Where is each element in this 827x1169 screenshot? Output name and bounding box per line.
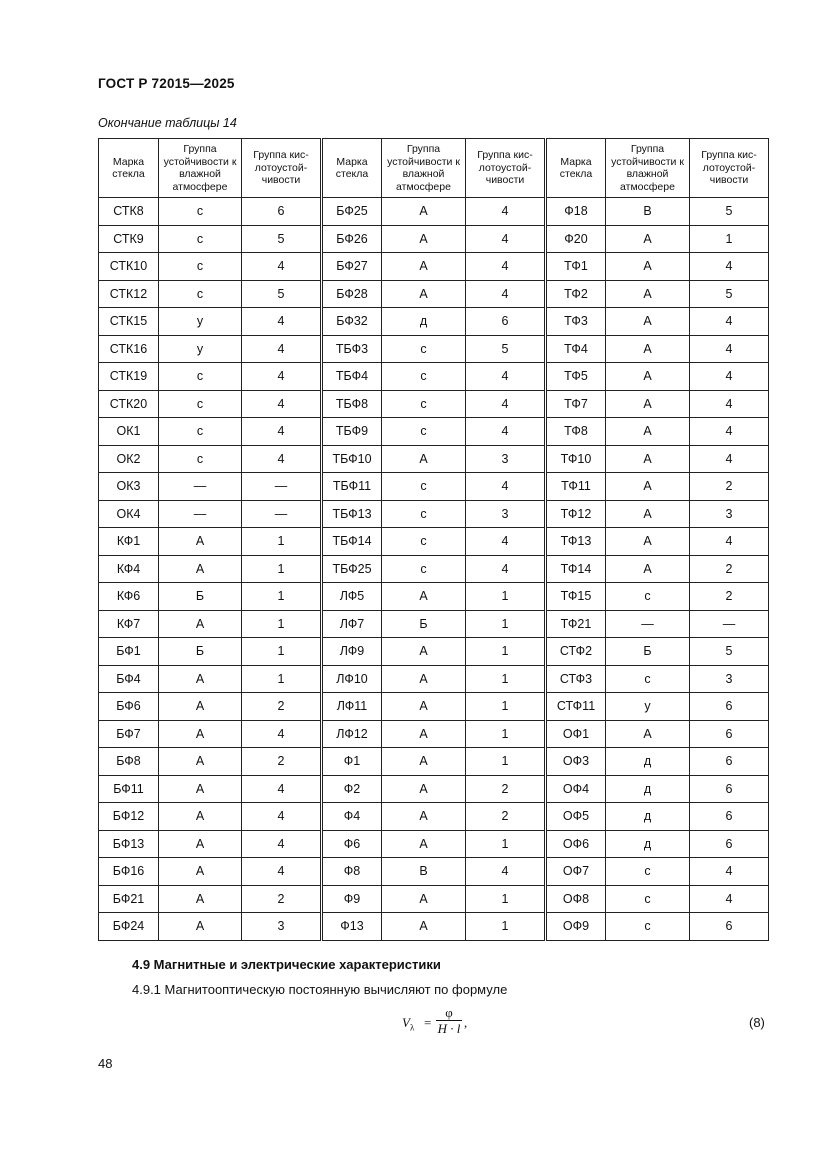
formula-lhs: $V_\lambda$	[402, 1015, 415, 1033]
table-body	[99, 198, 769, 941]
cell-humidity-group: с	[606, 913, 690, 941]
cell-acid-group: 4	[242, 775, 322, 803]
cell-humidity-group: А	[382, 198, 466, 226]
cell-glass-grade: БФ12	[99, 803, 159, 831]
cell-acid-group: 4	[690, 418, 769, 446]
cell-humidity-group: с	[159, 445, 242, 473]
cell-humidity-group: д	[606, 803, 690, 831]
cell-acid-group: 4	[466, 418, 546, 446]
cell-acid-group: 1	[242, 555, 322, 583]
cell-humidity-group: А	[159, 665, 242, 693]
cell-acid-group: 6	[690, 720, 769, 748]
cell-glass-grade: СТФ11	[546, 693, 606, 721]
section-heading: 4.9 Магнитные и электрические характеристики	[132, 957, 441, 972]
cell-glass-grade: БФ27	[322, 253, 382, 281]
cell-humidity-group: А	[159, 748, 242, 776]
table-row	[99, 693, 769, 721]
cell-acid-group: 4	[466, 473, 546, 501]
cell-glass-grade: СТФ3	[546, 665, 606, 693]
cell-humidity-group: А	[382, 225, 466, 253]
cell-acid-group: —	[242, 473, 322, 501]
cell-glass-grade: Ф20	[546, 225, 606, 253]
formula-equals: =	[424, 1015, 432, 1030]
cell-humidity-group: А	[382, 803, 466, 831]
table-row	[99, 363, 769, 391]
cell-glass-grade: Ф8	[322, 858, 382, 886]
cell-humidity-group: А	[159, 610, 242, 638]
cell-glass-grade: ОК2	[99, 445, 159, 473]
cell-humidity-group: А	[606, 473, 690, 501]
cell-acid-group: 6	[690, 913, 769, 941]
cell-acid-group: 4	[242, 335, 322, 363]
cell-glass-grade: ОФ7	[546, 858, 606, 886]
cell-glass-grade: БФ8	[99, 748, 159, 776]
cell-acid-group: 6	[242, 198, 322, 226]
cell-acid-group: 2	[242, 748, 322, 776]
cell-humidity-group: с	[159, 198, 242, 226]
cell-glass-grade: КФ7	[99, 610, 159, 638]
cell-humidity-group: —	[159, 500, 242, 528]
cell-humidity-group: А	[382, 638, 466, 666]
cell-acid-group: 1	[466, 665, 546, 693]
cell-acid-group: 4	[690, 335, 769, 363]
cell-acid-group: 4	[242, 253, 322, 281]
table-row	[99, 610, 769, 638]
cell-humidity-group: с	[159, 418, 242, 446]
cell-acid-group: 4	[690, 528, 769, 556]
cell-humidity-group: с	[382, 363, 466, 391]
cell-glass-grade: КФ6	[99, 583, 159, 611]
cell-acid-group: 1	[242, 638, 322, 666]
cell-glass-grade: ЛФ11	[322, 693, 382, 721]
table-row	[99, 720, 769, 748]
cell-glass-grade: ОК1	[99, 418, 159, 446]
cell-glass-grade: Ф2	[322, 775, 382, 803]
table-row	[99, 280, 769, 308]
cell-humidity-group: с	[382, 528, 466, 556]
cell-humidity-group: с	[382, 335, 466, 363]
cell-humidity-group: А	[606, 528, 690, 556]
cell-acid-group: 4	[242, 363, 322, 391]
table-row	[99, 913, 769, 941]
table-row	[99, 555, 769, 583]
cell-glass-grade: ОФ6	[546, 830, 606, 858]
cell-acid-group: 1	[690, 225, 769, 253]
cell-acid-group: 1	[466, 638, 546, 666]
cell-glass-grade: ТФ11	[546, 473, 606, 501]
cell-humidity-group: у	[606, 693, 690, 721]
cell-humidity-group: А	[606, 335, 690, 363]
cell-glass-grade: ТФ2	[546, 280, 606, 308]
cell-humidity-group: А	[606, 363, 690, 391]
cell-humidity-group: А	[382, 885, 466, 913]
cell-humidity-group: А	[382, 913, 466, 941]
cell-humidity-group: А	[606, 390, 690, 418]
cell-acid-group: 1	[242, 528, 322, 556]
cell-acid-group: 4	[242, 308, 322, 336]
cell-acid-group: 2	[466, 803, 546, 831]
cell-humidity-group: с	[606, 583, 690, 611]
cell-glass-grade: ОФ9	[546, 913, 606, 941]
cell-acid-group: 1	[466, 885, 546, 913]
cell-acid-group: 6	[466, 308, 546, 336]
cell-acid-group: 2	[242, 885, 322, 913]
cell-acid-group: 3	[466, 500, 546, 528]
cell-glass-grade: Ф18	[546, 198, 606, 226]
cell-acid-group: 4	[690, 363, 769, 391]
cell-humidity-group: с	[159, 253, 242, 281]
cell-humidity-group: А	[606, 445, 690, 473]
cell-humidity-group: А	[382, 445, 466, 473]
cell-acid-group: 1	[466, 748, 546, 776]
cell-acid-group: 4	[466, 363, 546, 391]
cell-glass-grade: СТК19	[99, 363, 159, 391]
cell-humidity-group: А	[382, 280, 466, 308]
cell-glass-grade: СТК12	[99, 280, 159, 308]
cell-glass-grade: ОК3	[99, 473, 159, 501]
cell-acid-group: 4	[242, 445, 322, 473]
table-header-row	[99, 139, 769, 198]
cell-acid-group: —	[690, 610, 769, 638]
cell-acid-group: 1	[466, 693, 546, 721]
cell-glass-grade: ТБФ9	[322, 418, 382, 446]
cell-humidity-group: А	[159, 528, 242, 556]
cell-humidity-group: с	[159, 225, 242, 253]
cell-glass-grade: ТФ1	[546, 253, 606, 281]
cell-glass-grade: ТФ21	[546, 610, 606, 638]
cell-acid-group: 2	[466, 775, 546, 803]
cell-glass-grade: БФ6	[99, 693, 159, 721]
header-acid-group: Группа кис-лотоустой-чивости	[466, 139, 546, 198]
cell-humidity-group: В	[606, 198, 690, 226]
cell-glass-grade: БФ11	[99, 775, 159, 803]
cell-humidity-group: А	[382, 583, 466, 611]
table-row	[99, 638, 769, 666]
table-row	[99, 748, 769, 776]
table-row	[99, 665, 769, 693]
cell-acid-group: 1	[466, 913, 546, 941]
formula-fraction	[436, 1005, 462, 1037]
cell-humidity-group: с	[382, 418, 466, 446]
table-row	[99, 528, 769, 556]
cell-humidity-group: А	[159, 830, 242, 858]
cell-acid-group: 2	[690, 555, 769, 583]
cell-glass-grade: ТФ5	[546, 363, 606, 391]
cell-humidity-group: с	[159, 390, 242, 418]
cell-glass-grade: ОФ1	[546, 720, 606, 748]
cell-glass-grade: ТФ4	[546, 335, 606, 363]
table-row	[99, 830, 769, 858]
cell-acid-group: 1	[466, 583, 546, 611]
cell-humidity-group: А	[159, 858, 242, 886]
cell-acid-group: 4	[466, 528, 546, 556]
cell-humidity-group: у	[159, 335, 242, 363]
cell-acid-group: 6	[690, 803, 769, 831]
cell-acid-group: 4	[690, 445, 769, 473]
cell-glass-grade: БФ26	[322, 225, 382, 253]
cell-humidity-group: А	[159, 885, 242, 913]
cell-glass-grade: КФ1	[99, 528, 159, 556]
cell-humidity-group: с	[382, 390, 466, 418]
cell-glass-grade: ТБФ25	[322, 555, 382, 583]
cell-humidity-group: —	[159, 473, 242, 501]
header-humidity-group: Группа устойчивости к влажной атмосфере	[159, 139, 242, 198]
cell-humidity-group: А	[159, 720, 242, 748]
cell-glass-grade: ТБФ13	[322, 500, 382, 528]
cell-glass-grade: ТФ15	[546, 583, 606, 611]
cell-humidity-group: А	[606, 253, 690, 281]
cell-glass-grade: ТБФ10	[322, 445, 382, 473]
cell-acid-group: 5	[690, 280, 769, 308]
formula-lhs-subscript: λ	[409, 1022, 415, 1033]
cell-glass-grade: БФ1	[99, 638, 159, 666]
cell-humidity-group: А	[159, 775, 242, 803]
paragraph: 4.9.1 Магнитооптическую постоянную вычисляют по формуле	[132, 982, 508, 997]
cell-glass-grade: БФ16	[99, 858, 159, 886]
header-acid-group: Группа кис-лотоустой-чивости	[242, 139, 322, 198]
cell-acid-group: 2	[690, 583, 769, 611]
table-row	[99, 473, 769, 501]
cell-humidity-group: с	[382, 500, 466, 528]
cell-glass-grade: БФ7	[99, 720, 159, 748]
cell-humidity-group: Б	[606, 638, 690, 666]
cell-humidity-group: А	[159, 555, 242, 583]
cell-acid-group: 5	[466, 335, 546, 363]
table-row	[99, 418, 769, 446]
cell-glass-grade: ТФ8	[546, 418, 606, 446]
cell-glass-grade: ЛФ9	[322, 638, 382, 666]
cell-humidity-group: А	[606, 418, 690, 446]
header-glass-grade: Марка стекла	[546, 139, 606, 198]
cell-humidity-group: А	[606, 720, 690, 748]
cell-glass-grade: БФ21	[99, 885, 159, 913]
cell-humidity-group: А	[606, 555, 690, 583]
cell-humidity-group: А	[606, 308, 690, 336]
cell-glass-grade: СТФ2	[546, 638, 606, 666]
cell-acid-group: 2	[690, 473, 769, 501]
cell-acid-group: 4	[690, 858, 769, 886]
cell-glass-grade: ТФ13	[546, 528, 606, 556]
cell-acid-group: 6	[690, 748, 769, 776]
cell-acid-group: 4	[690, 253, 769, 281]
table-row	[99, 253, 769, 281]
cell-acid-group: 4	[690, 308, 769, 336]
cell-glass-grade: ТФ10	[546, 445, 606, 473]
document-header: ГОСТ Р 72015—2025	[98, 76, 235, 91]
cell-humidity-group: Б	[159, 583, 242, 611]
cell-humidity-group: А	[159, 913, 242, 941]
cell-acid-group: 6	[690, 775, 769, 803]
cell-humidity-group: Б	[159, 638, 242, 666]
cell-humidity-group: В	[382, 858, 466, 886]
cell-acid-group: 3	[242, 913, 322, 941]
cell-humidity-group: с	[382, 555, 466, 583]
cell-glass-grade: ОФ3	[546, 748, 606, 776]
cell-humidity-group: —	[606, 610, 690, 638]
cell-acid-group: 4	[242, 803, 322, 831]
cell-glass-grade: Ф13	[322, 913, 382, 941]
cell-acid-group: 4	[242, 390, 322, 418]
cell-humidity-group: д	[382, 308, 466, 336]
cell-acid-group: 5	[690, 198, 769, 226]
cell-humidity-group: А	[382, 720, 466, 748]
table-row	[99, 500, 769, 528]
cell-acid-group: 4	[466, 390, 546, 418]
table-row	[99, 803, 769, 831]
table-row	[99, 335, 769, 363]
cell-humidity-group: А	[159, 803, 242, 831]
cell-humidity-group: с	[606, 665, 690, 693]
cell-acid-group: 2	[242, 693, 322, 721]
table-row	[99, 885, 769, 913]
table-row	[99, 445, 769, 473]
cell-acid-group: 3	[690, 665, 769, 693]
cell-glass-grade: Ф4	[322, 803, 382, 831]
cell-acid-group: 4	[466, 253, 546, 281]
cell-humidity-group: А	[606, 280, 690, 308]
cell-glass-grade: ТБФ3	[322, 335, 382, 363]
table-caption: Окончание таблицы 14	[98, 116, 237, 130]
cell-acid-group: 5	[242, 280, 322, 308]
cell-acid-group: 1	[242, 583, 322, 611]
cell-humidity-group: с	[159, 280, 242, 308]
cell-glass-grade: ТФ14	[546, 555, 606, 583]
table-row	[99, 308, 769, 336]
cell-glass-grade: СТК8	[99, 198, 159, 226]
formula-denominator: H · l	[437, 1021, 461, 1036]
cell-glass-grade: КФ4	[99, 555, 159, 583]
cell-glass-grade: ТБФ11	[322, 473, 382, 501]
page-number: 48	[98, 1056, 113, 1071]
cell-glass-grade: ТБФ14	[322, 528, 382, 556]
table-row	[99, 390, 769, 418]
cell-humidity-group: с	[159, 363, 242, 391]
cell-glass-grade: СТК9	[99, 225, 159, 253]
cell-glass-grade: ОК4	[99, 500, 159, 528]
cell-acid-group: 4	[242, 858, 322, 886]
table-row	[99, 583, 769, 611]
cell-acid-group: 4	[690, 390, 769, 418]
cell-glass-grade: ЛФ7	[322, 610, 382, 638]
formula-comma: ,	[464, 1015, 468, 1030]
header-humidity-group: Группа устойчивости к влажной атмосфере	[382, 139, 466, 198]
cell-glass-grade: Ф6	[322, 830, 382, 858]
cell-glass-grade: БФ13	[99, 830, 159, 858]
cell-glass-grade: ЛФ10	[322, 665, 382, 693]
cell-humidity-group: А	[382, 665, 466, 693]
cell-acid-group: 1	[466, 830, 546, 858]
cell-humidity-group: Б	[382, 610, 466, 638]
cell-glass-grade: БФ28	[322, 280, 382, 308]
cell-acid-group: 4	[466, 555, 546, 583]
cell-glass-grade: Ф9	[322, 885, 382, 913]
cell-humidity-group: А	[606, 225, 690, 253]
cell-glass-grade: ТБФ4	[322, 363, 382, 391]
cell-acid-group: 4	[466, 280, 546, 308]
cell-glass-grade: ОФ4	[546, 775, 606, 803]
cell-glass-grade: БФ4	[99, 665, 159, 693]
cell-glass-grade: ОФ8	[546, 885, 606, 913]
cell-acid-group: 6	[690, 830, 769, 858]
cell-acid-group: 1	[466, 720, 546, 748]
header-acid-group: Группа кис-лотоустой-чивости	[690, 139, 769, 198]
cell-humidity-group: д	[606, 748, 690, 776]
cell-humidity-group: А	[159, 693, 242, 721]
cell-acid-group: 5	[242, 225, 322, 253]
table-row	[99, 198, 769, 226]
cell-acid-group: 3	[466, 445, 546, 473]
cell-glass-grade: СТК16	[99, 335, 159, 363]
cell-humidity-group: у	[159, 308, 242, 336]
cell-glass-grade: БФ24	[99, 913, 159, 941]
cell-humidity-group: д	[606, 775, 690, 803]
cell-humidity-group: А	[382, 253, 466, 281]
cell-humidity-group: А	[382, 693, 466, 721]
cell-humidity-group: с	[382, 473, 466, 501]
cell-humidity-group: А	[382, 775, 466, 803]
cell-glass-grade: ЛФ12	[322, 720, 382, 748]
cell-glass-grade: ТФ7	[546, 390, 606, 418]
cell-acid-group: 6	[690, 693, 769, 721]
table-row	[99, 858, 769, 886]
cell-acid-group: 4	[466, 225, 546, 253]
cell-acid-group: 4	[466, 198, 546, 226]
cell-acid-group: 3	[690, 500, 769, 528]
cell-humidity-group: А	[382, 830, 466, 858]
cell-humidity-group: А	[606, 500, 690, 528]
cell-humidity-group: с	[606, 858, 690, 886]
cell-acid-group: 1	[466, 610, 546, 638]
glass-properties-table	[98, 138, 769, 941]
cell-glass-grade: ТФ12	[546, 500, 606, 528]
cell-humidity-group: А	[382, 748, 466, 776]
cell-acid-group: 4	[466, 858, 546, 886]
cell-glass-grade: ОФ5	[546, 803, 606, 831]
cell-acid-group: —	[242, 500, 322, 528]
cell-glass-grade: БФ32	[322, 308, 382, 336]
formula-numerator: φ	[445, 1005, 453, 1020]
table-row	[99, 775, 769, 803]
cell-glass-grade: ЛФ5	[322, 583, 382, 611]
cell-glass-grade: Ф1	[322, 748, 382, 776]
cell-humidity-group: д	[606, 830, 690, 858]
cell-acid-group: 5	[690, 638, 769, 666]
table-row	[99, 225, 769, 253]
cell-acid-group: 4	[242, 830, 322, 858]
cell-acid-group: 4	[690, 885, 769, 913]
cell-glass-grade: СТК15	[99, 308, 159, 336]
header-glass-grade: Марка стекла	[322, 139, 382, 198]
cell-acid-group: 4	[242, 418, 322, 446]
cell-glass-grade: СТК20	[99, 390, 159, 418]
cell-glass-grade: СТК10	[99, 253, 159, 281]
cell-acid-group: 1	[242, 665, 322, 693]
cell-glass-grade: ТБФ8	[322, 390, 382, 418]
cell-acid-group: 1	[242, 610, 322, 638]
cell-acid-group: 4	[242, 720, 322, 748]
header-glass-grade: Марка стекла	[99, 139, 159, 198]
cell-glass-grade: ТФ3	[546, 308, 606, 336]
cell-humidity-group: с	[606, 885, 690, 913]
equation-number: (8)	[749, 1015, 765, 1030]
cell-glass-grade: БФ25	[322, 198, 382, 226]
header-humidity-group: Группа устойчивости к влажной атмосфере	[606, 139, 690, 198]
